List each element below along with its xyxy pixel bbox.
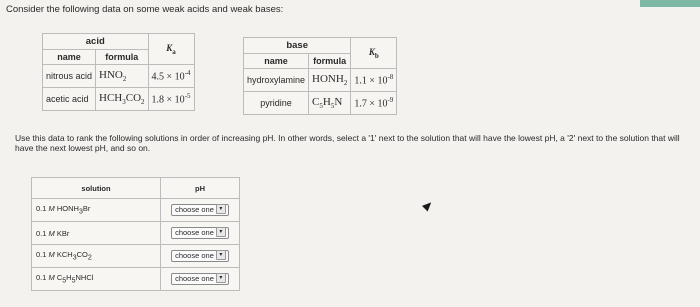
base-group-header: base bbox=[244, 38, 351, 54]
solution-potassium-acetate: 0.1 M $KCH_3CO_2$ bbox=[32, 245, 161, 268]
acid-ka-acetic: $1.8 \times 10^{-5}$ bbox=[148, 88, 194, 111]
base-name-hydroxylamine: hydroxylamine bbox=[244, 69, 309, 92]
solution-potassium-bromide: 0.1 M KBr bbox=[32, 222, 161, 245]
ph-header: pH bbox=[161, 178, 240, 199]
table-row bbox=[32, 245, 240, 268]
solution-hydroxylammonium-bromide: 0.1 M $HONH_3Br$ bbox=[32, 199, 161, 222]
base-kb-hydroxylamine: $1.1 \times 10^{-8}$ bbox=[351, 69, 397, 92]
ph-select-value: choose one bbox=[175, 251, 214, 260]
chevron-down-icon: ▾ bbox=[216, 273, 226, 283]
instructions-text: Use this data to rank the following solutions in order of increasing pH. In other words, select a '1' next to the solution that will have the lowest pH, a '2' next to the solution that will have the next lowest pH, and so on. bbox=[15, 133, 680, 153]
ka-header: $K_a$ bbox=[148, 34, 194, 65]
solutions-table bbox=[31, 177, 240, 291]
chevron-down-icon: ▾ bbox=[216, 204, 226, 214]
ph-select-value: choose one bbox=[175, 205, 214, 214]
ph-select-potassium-acetate[interactable] bbox=[171, 250, 229, 262]
acid-group-header: acid bbox=[43, 34, 149, 50]
base-formula-header: formula bbox=[309, 54, 351, 69]
acid-table bbox=[42, 33, 195, 111]
chevron-down-icon: ▾ bbox=[216, 250, 226, 260]
base-kb-pyridine: $1.7 \times 10^{-9}$ bbox=[351, 92, 397, 115]
table-row bbox=[32, 199, 240, 222]
base-name-pyridine: pyridine bbox=[244, 92, 309, 115]
ph-select-value: choose one bbox=[175, 228, 214, 237]
base-table bbox=[243, 37, 397, 115]
acid-name-acetic: acetic acid bbox=[43, 88, 96, 111]
ph-cell bbox=[161, 268, 240, 291]
acid-ka-nitrous: $4.5 \times 10^{-4}$ bbox=[148, 65, 194, 88]
ph-select-potassium-bromide[interactable] bbox=[171, 227, 229, 239]
acid-formula-nitrous: $HNO_2$ bbox=[96, 65, 149, 88]
intro-text: Consider the following data on some weak acids and weak bases: bbox=[6, 4, 284, 15]
mouse-cursor-icon bbox=[422, 199, 434, 211]
ph-select-hydroxylammonium-bromide[interactable] bbox=[171, 204, 229, 216]
ph-cell bbox=[161, 245, 240, 268]
base-formula-hydroxylamine: $HONH_2$ bbox=[309, 69, 351, 92]
solution-pyridinium-chloride: 0.1 M $C_5H_5NHCl$ bbox=[32, 268, 161, 291]
ph-select-pyridinium-chloride[interactable] bbox=[171, 273, 229, 285]
base-name-header: name bbox=[244, 54, 309, 69]
solution-header: solution bbox=[32, 178, 161, 199]
acid-name-nitrous: nitrous acid bbox=[43, 65, 96, 88]
acid-formula-header: formula bbox=[96, 50, 149, 65]
table-row bbox=[32, 268, 240, 291]
base-formula-pyridine: $C_5H_5N$ bbox=[309, 92, 351, 115]
ph-cell bbox=[161, 199, 240, 222]
ph-cell bbox=[161, 222, 240, 245]
chevron-down-icon: ▾ bbox=[216, 227, 226, 237]
acid-formula-acetic: $HCH_3CO_2$ bbox=[96, 88, 149, 111]
table-row bbox=[32, 222, 240, 245]
kb-header: $K_b$ bbox=[351, 38, 397, 69]
header-accent-stripe bbox=[640, 0, 700, 7]
ph-select-value: choose one bbox=[175, 274, 214, 283]
acid-name-header: name bbox=[43, 50, 96, 65]
